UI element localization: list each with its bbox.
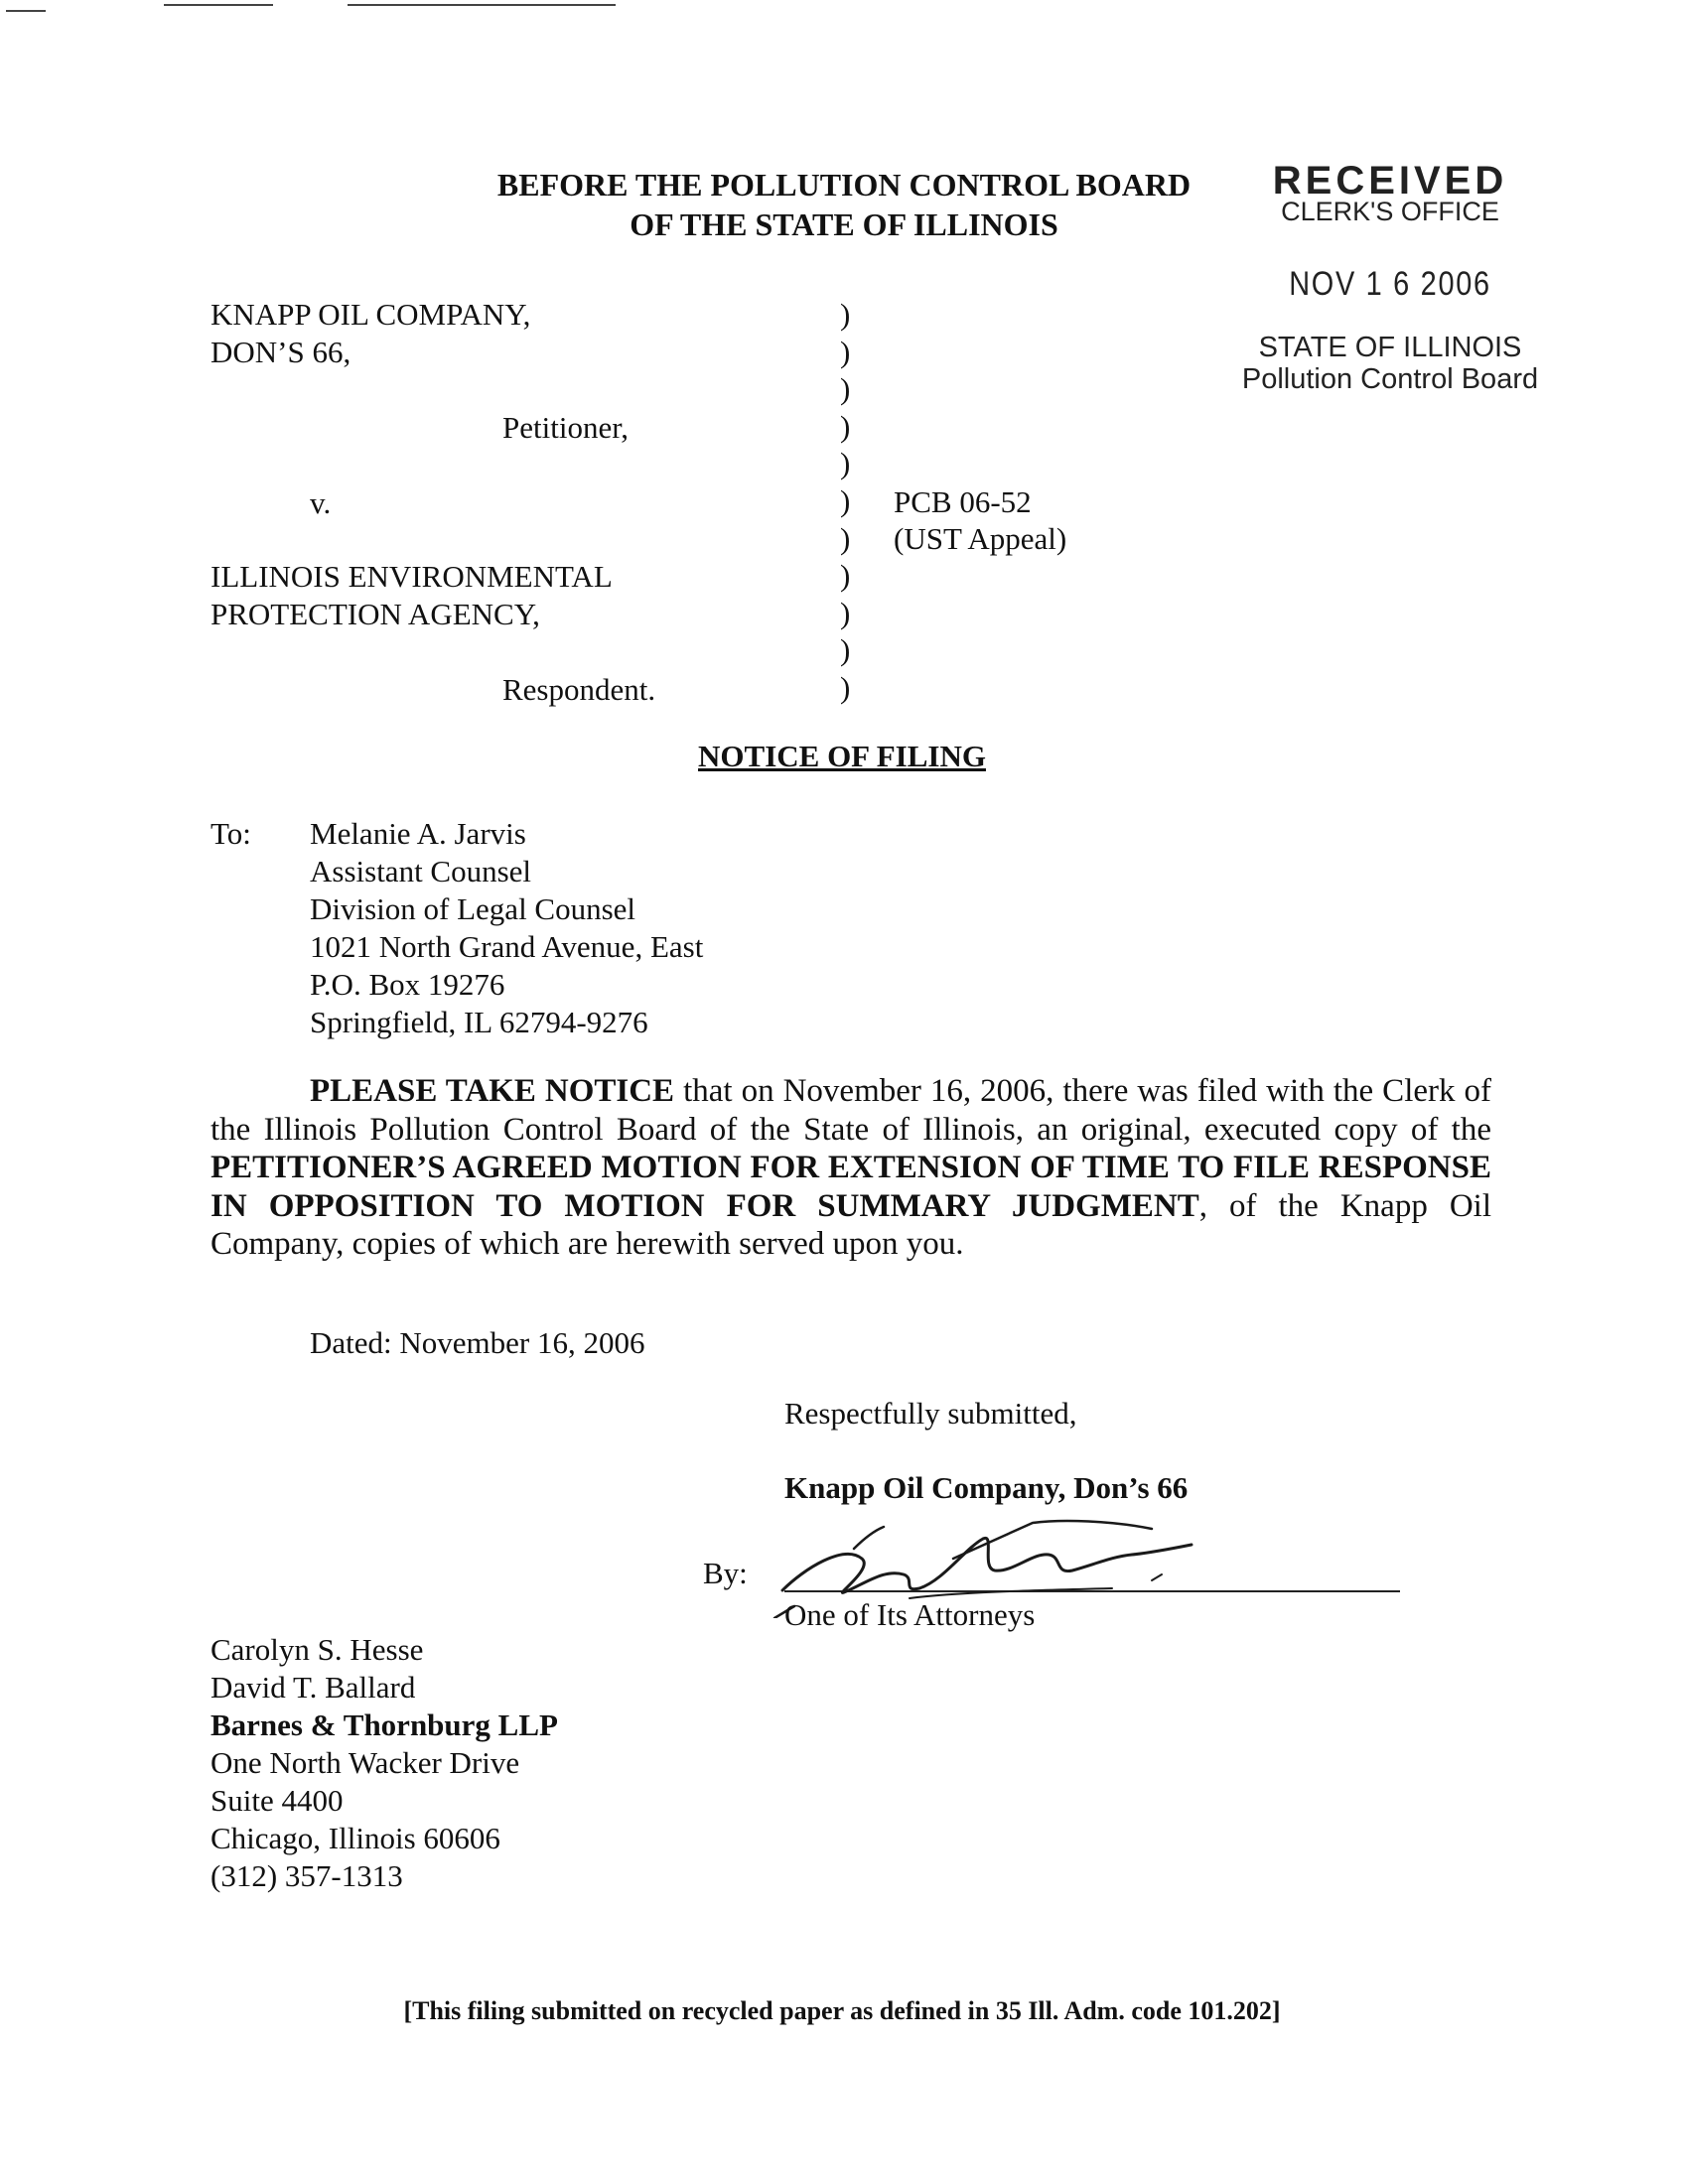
stamp-received: RECEIVED	[1272, 159, 1508, 203]
signatory-role: One of Its Attorneys	[784, 1597, 1036, 1632]
document-title: NOTICE OF FILING	[698, 739, 986, 773]
received-stamp	[1221, 161, 1559, 395]
stamp-clerks-office: CLERK'S OFFICE	[1281, 197, 1499, 226]
caption-paren: )	[840, 595, 851, 630]
attorney-name-2: David T. Ballard	[210, 1670, 416, 1705]
attorney-name-1: Carolyn S. Hesse	[210, 1632, 424, 1667]
caption-paren: )	[840, 334, 851, 369]
dated-line: Dated: November 16, 2006	[310, 1325, 645, 1360]
firm-address-2: Suite 4400	[210, 1783, 344, 1818]
notice-lead: PLEASE TAKE NOTICE	[310, 1073, 675, 1109]
motion-title: PETITIONER’S AGREED MOTION FOR EXTENSION OF TIME TO FILE RESPONSE IN OPPOSITION TO MOTION FOR SUMMARY JUDGMENT	[210, 1150, 1491, 1224]
caption-paren: )	[840, 558, 851, 594]
addressee-line: Melanie A. Jarvis	[310, 816, 526, 851]
petitioner-name-line2: DON’S 66,	[210, 335, 351, 369]
addressee-line: Assistant Counsel	[310, 854, 532, 888]
caption-paren: )	[840, 408, 851, 444]
respondent-name-line2: PROTECTION AGENCY,	[210, 597, 540, 631]
addressee-line: Division of Legal Counsel	[310, 891, 636, 926]
law-firm: Barnes & Thornburg LLP	[210, 1707, 558, 1742]
petitioner-name-line1: KNAPP OIL COMPANY,	[210, 297, 531, 332]
respondent-label: Respondent.	[502, 672, 656, 707]
notice-paragraph	[210, 1072, 1491, 1264]
scan-mark	[164, 4, 273, 6]
addressee-block	[310, 815, 703, 1041]
respondent-name-line1: ILLINOIS ENVIRONMENTAL	[210, 559, 613, 594]
case-number: PCB 06-52	[894, 484, 1032, 519]
scan-mark	[6, 10, 46, 12]
addressee-line: 1021 North Grand Avenue, East	[310, 929, 704, 964]
court-header-line1: BEFORE THE POLLUTION CONTROL BOARD	[496, 167, 1192, 203]
court-header	[457, 165, 1231, 244]
stamp-board: Pollution Control Board	[1241, 363, 1539, 395]
case-type: (UST Appeal)	[894, 521, 1067, 556]
closing: Respectfully submitted,	[784, 1396, 1077, 1431]
caption-paren: )	[840, 669, 851, 705]
firm-address-3: Chicago, Illinois 60606	[210, 1821, 500, 1855]
stamp-state: STATE OF ILLINOIS	[1258, 332, 1522, 363]
petitioner-label: Petitioner,	[502, 410, 630, 445]
caption-paren: )	[840, 446, 851, 481]
caption-parentheses	[840, 296, 870, 707]
stamp-date: NOV 1 6 2006	[1289, 265, 1491, 303]
firm-phone: (312) 357-1313	[210, 1858, 403, 1893]
by-label: By:	[703, 1556, 748, 1590]
addressee-line: P.O. Box 19276	[310, 967, 505, 1002]
caption-paren: )	[840, 520, 851, 556]
signatory-company: Knapp Oil Company, Don’s 66	[784, 1470, 1189, 1505]
attorney-block	[210, 1631, 558, 1895]
addressee-line: Springfield, IL 62794-9276	[310, 1005, 648, 1039]
caption-paren: )	[840, 297, 851, 332]
court-header-line2: OF THE STATE OF ILLINOIS	[630, 206, 1058, 242]
caption-paren: )	[840, 632, 851, 668]
notice-text-1: that on November 16, 2006, there was filed with the Clerk of the Illinois Pollution Control Board of the State of Illinois, an original, executed copy of the	[210, 1073, 1491, 1148]
firm-address-1: One North Wacker Drive	[210, 1745, 520, 1780]
caption-paren: )	[840, 371, 851, 407]
scan-mark	[348, 4, 616, 6]
versus: v.	[310, 485, 332, 520]
caption-paren: )	[840, 482, 851, 518]
notice-text-2: , of the Knapp Oil Company, copies of which are herewith served upon you.	[210, 1187, 1492, 1262]
recycled-paper-footer: [This filing submitted on recycled paper as defined in 35 Ill. Adm. code 101.202]	[403, 1996, 1281, 2025]
to-label: To:	[210, 816, 251, 851]
